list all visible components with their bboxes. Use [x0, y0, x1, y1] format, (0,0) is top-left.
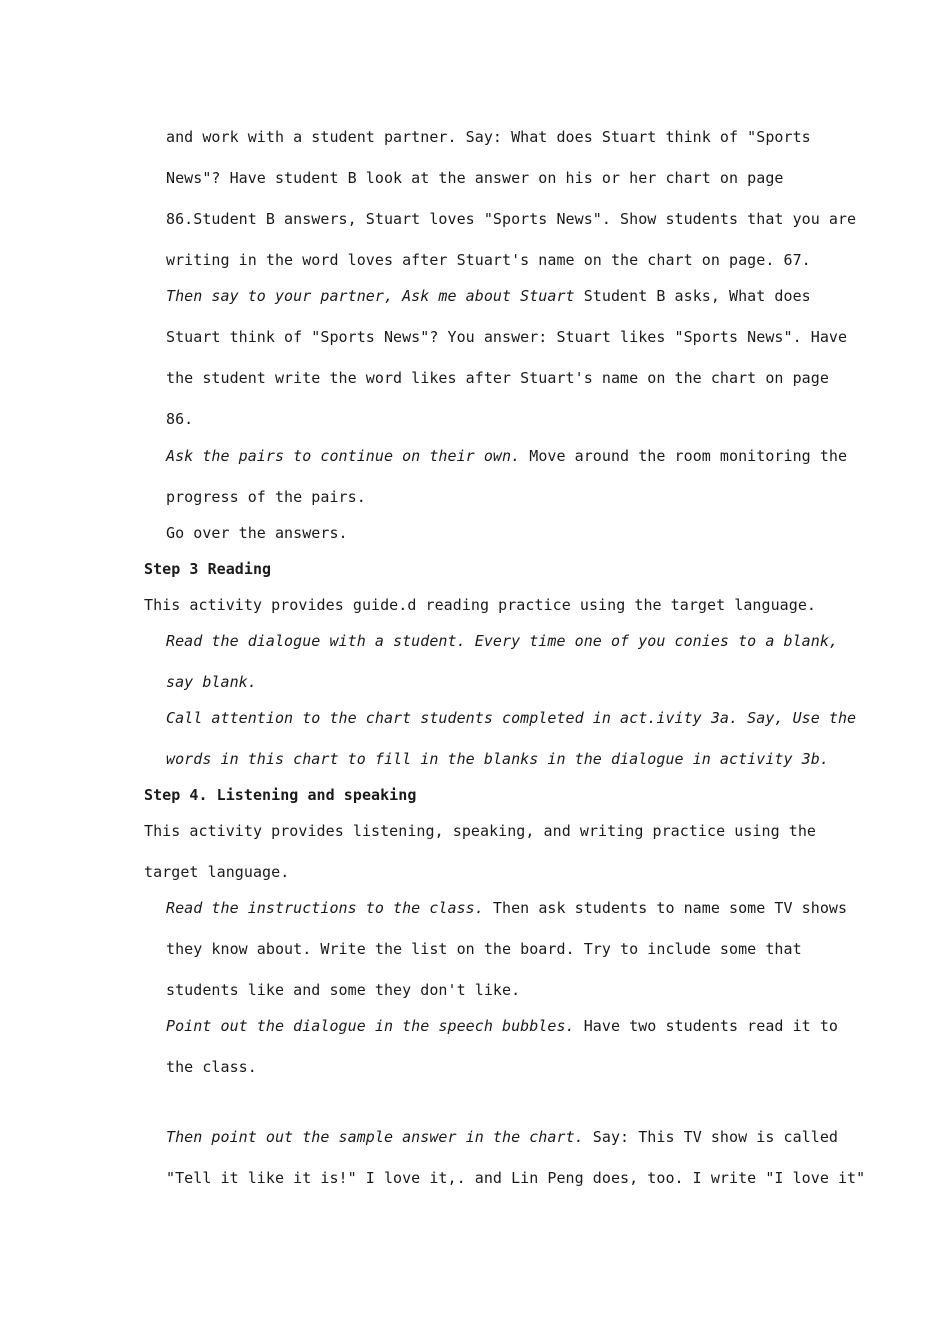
body-line [166, 446, 847, 466]
instruction-text: Then ask students to name some TV shows [483, 899, 848, 917]
instruction-italic: Ask the pairs to continue on their own. [166, 447, 521, 465]
instruction-italic: Read the instructions to the class. [166, 899, 484, 917]
instruction-text: Move around the room monitoring the [520, 447, 848, 465]
instruction-italic: Read the dialogue with a student. Every time one of you conies to a blank, [166, 632, 838, 650]
body-line: progress of the pairs. [166, 488, 366, 506]
instruction-italic: say blank. [166, 673, 257, 691]
body-line: 86. [166, 410, 194, 428]
body-line: "Tell it like it is!" I love it,. and Lin Peng does, too. I write "I love it" [166, 1169, 866, 1187]
instruction-italic: Point out the dialogue in the speech bubbles. [166, 1017, 575, 1035]
body-line [166, 1016, 838, 1036]
section-heading: Step 3 Reading [144, 560, 272, 578]
instruction-italic: Then say to your partner, Ask me about Stuart [166, 287, 575, 305]
body-line: the class. [166, 1058, 257, 1076]
body-line: writing in the word loves after Stuart's name on the chart on page. 67. [166, 251, 811, 269]
instruction-italic: Call attention to the chart students completed in act.ivity 3a. Say, Use the [166, 709, 857, 727]
body-line: and work with a student partner. Say: What does Stuart think of "Sports [166, 128, 811, 146]
body-line [166, 898, 847, 918]
body-line: they know about. Write the list on the board. Try to include some that [166, 940, 802, 958]
section-intro: This activity provides guide.d reading practice using the target language. [144, 596, 816, 614]
body-line: News"? Have student B look at the answer on his or her chart on page [166, 169, 784, 187]
instruction-text: Have two students read it to [574, 1017, 838, 1035]
section-intro: target language. [144, 863, 290, 881]
instruction-italic: Then point out the sample answer in the chart. [166, 1128, 584, 1146]
instruction-italic: words in this chart to fill in the blanks in the dialogue in activity 3b. [166, 750, 829, 768]
section-intro: This activity provides listening, speaking, and writing practice using the [144, 822, 816, 840]
body-line: 86.Student B answers, Stuart loves "Sports News". Show students that you are [166, 210, 857, 228]
body-line: Stuart think of "Sports News"? You answer: Stuart likes "Sports News". Have [166, 328, 848, 346]
body-line [166, 286, 811, 306]
body-line: students like and some they don't like. [166, 981, 521, 999]
section-heading: Step 4. Listening and speaking [144, 786, 417, 804]
instruction-text: Student B asks, What does [574, 287, 811, 305]
body-line: the student write the word likes after Stuart's name on the chart on page [166, 369, 829, 387]
body-line [166, 1127, 838, 1147]
instruction-text: Say: This TV show is called [583, 1128, 838, 1146]
body-line: Go over the answers. [166, 524, 348, 542]
